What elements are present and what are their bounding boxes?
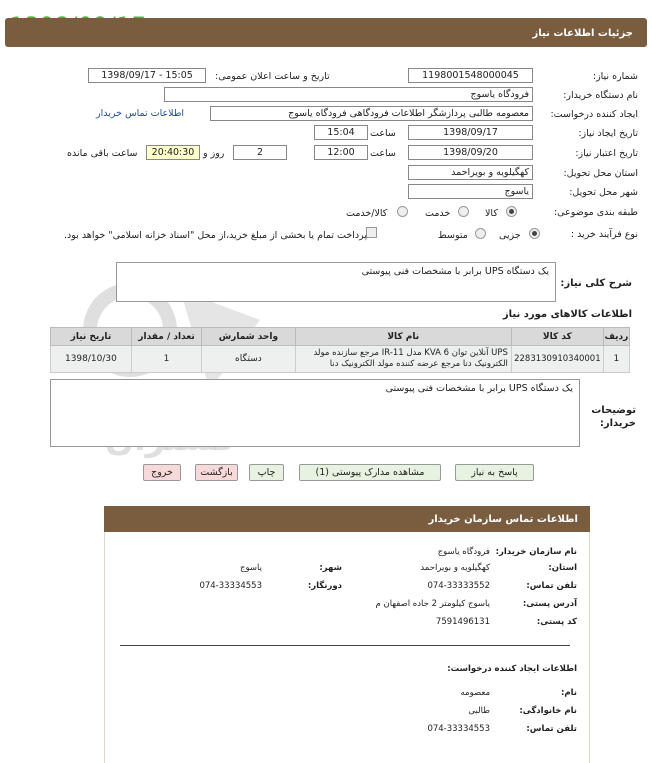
- city-contact-value: یاسوج: [240, 563, 262, 573]
- name-value: معصومه: [460, 688, 490, 698]
- province-label: استان محل تحویل:: [563, 168, 638, 179]
- items-header-row: [51, 328, 630, 346]
- contact-header: [104, 506, 590, 532]
- creator-phone-label: تلفن تماس:: [526, 724, 577, 734]
- category-goods-radio[interactable]: [506, 206, 517, 217]
- address-label: آدرس پستی:: [522, 599, 577, 609]
- province-contact-value: کهگیلویه و بویراحمد: [420, 563, 490, 573]
- col-qty: تعداد / مقدار: [131, 328, 201, 346]
- remaining-time-field: 20:40:30: [146, 145, 200, 160]
- created-time-field: 15:04: [314, 125, 368, 140]
- family-value: طالبی: [468, 706, 490, 716]
- page-title: جزئیات اطلاعات نیاز: [532, 28, 633, 39]
- org-value: فرودگاه یاسوج: [437, 547, 490, 557]
- process-label: نوع فرآیند خرید :: [570, 229, 638, 240]
- print-button[interactable]: چاپ: [249, 464, 284, 481]
- remaining-label: ساعت باقی مانده: [67, 148, 138, 159]
- exit-button[interactable]: خروج: [143, 464, 181, 481]
- fax-label: دورنگار:: [307, 581, 342, 591]
- summary-box: [116, 262, 556, 302]
- col-row: ردیف: [603, 328, 629, 346]
- creator-title: اطلاعات ایجاد کننده درخواست:: [447, 664, 577, 674]
- cell-code: 2283130910340001: [511, 346, 603, 373]
- process-minor-label: جزیی: [499, 230, 521, 241]
- contact-panel: [104, 506, 590, 763]
- creator-phone-value: 074-33334553: [427, 724, 490, 734]
- validity-label: تاریخ اعتبار نیاز:: [575, 148, 638, 159]
- reply-button[interactable]: پاسخ به نیاز: [455, 464, 534, 481]
- items-table: [50, 327, 630, 373]
- items-title: اطلاعات کالاهای مورد نیاز: [502, 309, 632, 320]
- city-contact-label: شهر:: [319, 563, 342, 573]
- address-value: یاسوج کیلومتر 2 جاده اصفهان م: [375, 599, 490, 609]
- buyer-label: نام دستگاه خریدار:: [563, 90, 638, 101]
- col-unit: واحد شمارش: [202, 328, 295, 346]
- category-both-radio[interactable]: [397, 206, 408, 217]
- process-medium-radio[interactable]: [475, 228, 486, 239]
- phone-label: تلفن تماس:: [526, 581, 577, 591]
- postal-label: کد پستی:: [536, 617, 577, 627]
- days-field: 2: [233, 145, 287, 160]
- need-number-label: شماره نیاز:: [592, 71, 638, 82]
- cell-row: 1: [603, 346, 629, 373]
- summary-text: یک دستگاه UPS برابر با مشخصات فنی پیوستی: [361, 266, 549, 277]
- col-code: کد کالا: [511, 328, 603, 346]
- validity-date-field: 1398/09/20: [408, 145, 533, 160]
- fax-value: 074-33334553: [199, 581, 262, 591]
- phone-value: 074-33333552: [427, 581, 490, 591]
- category-label: طبقه بندی موضوعی:: [553, 207, 638, 218]
- name-label: نام:: [560, 688, 577, 698]
- buyer-notes-box: [50, 379, 580, 447]
- validity-time-field: 12:00: [314, 145, 368, 160]
- province-contact-label: استان:: [548, 563, 577, 573]
- created-time-label: ساعت: [370, 128, 396, 139]
- buyer-field: فرودگاه یاسوج: [164, 87, 533, 102]
- contact-title: اطلاعات تماس سازمان خریدار: [428, 514, 578, 525]
- category-both-label: کالا/خدمت: [346, 208, 388, 219]
- org-label: نام سازمان خریدار:: [495, 547, 577, 557]
- page-header: [5, 18, 647, 47]
- treasury-note: پرداخت تمام یا بخشی از مبلغ خرید،از محل "اسناد خزانه اسلامی" خواهد بود.: [64, 230, 367, 241]
- created-label: تاریخ ایجاد نیاز:: [578, 128, 638, 139]
- postal-value: 7591496131: [435, 617, 490, 627]
- cell-qty: 1: [131, 346, 201, 373]
- process-minor-radio[interactable]: [529, 228, 540, 239]
- buyer-notes-label: توضیحات خریدار:: [591, 405, 636, 429]
- col-name: نام کالا: [295, 328, 511, 346]
- category-service-label: خدمت: [425, 208, 451, 219]
- city-field: یاسوج: [408, 184, 533, 199]
- validity-time-label: ساعت: [370, 148, 396, 159]
- summary-label: شرح کلی نیاز:: [560, 278, 632, 289]
- treasury-checkbox[interactable]: [366, 227, 377, 238]
- need-number-field: 1198001548000045: [408, 68, 533, 83]
- announce-label: تاریخ و ساعت اعلان عمومی:: [215, 71, 330, 82]
- requester-label: ایجاد کننده درخواست:: [550, 109, 638, 120]
- created-date-field: 1398/09/17: [408, 125, 533, 140]
- category-service-radio[interactable]: [458, 206, 469, 217]
- cell-unit: دستگاه: [202, 346, 295, 373]
- table-row: [51, 346, 630, 373]
- process-medium-label: متوسط: [438, 230, 468, 241]
- days-label: روز و: [203, 148, 225, 159]
- attachments-button[interactable]: مشاهده مدارک پیوستی (1): [299, 464, 441, 481]
- requester-field: معصومه طالبی پردازشگر اطلاعات فرودگاهی فرودگاه یاسوج: [210, 106, 533, 121]
- cell-date: 1398/10/30: [51, 346, 132, 373]
- buyer-notes-text: یک دستگاه UPS برابر با مشخصات فنی پیوستی: [385, 383, 573, 394]
- back-button[interactable]: بازگشت: [195, 464, 238, 481]
- buyer-contact-link[interactable]: اطلاعات تماس خریدار: [96, 108, 185, 119]
- city-label: شهر محل تحویل:: [569, 187, 638, 198]
- cell-name: UPS آنلاین توان KVA 6 مدل IR-11 مرجع سازنده مولد الکترونیک دنا مرجع عرضه کننده مولد الکترونیک دنا: [295, 346, 511, 373]
- family-label: نام خانوادگی:: [519, 706, 577, 716]
- province-field: کهگیلویه و بویراحمد: [408, 165, 533, 180]
- col-date: تاریخ نیاز: [51, 328, 132, 346]
- category-goods-label: کالا: [485, 208, 498, 219]
- announce-field: 1398/09/17 - 15:05: [88, 68, 206, 83]
- contact-divider: [120, 645, 570, 646]
